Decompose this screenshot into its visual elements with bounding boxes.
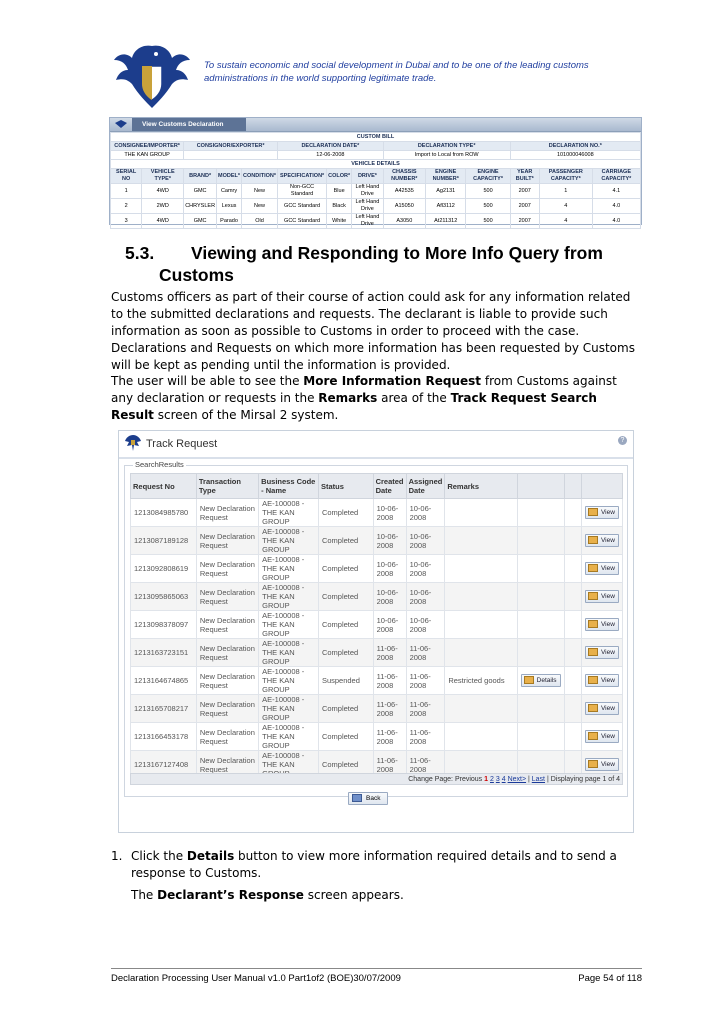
spacer-cell <box>564 611 581 639</box>
pager-next-link[interactable]: Next> <box>507 776 527 783</box>
cell-no: 1213098378097 <box>131 611 197 639</box>
cell-code: AE-100008 - THE KAN <box>259 751 319 779</box>
details-cell <box>517 611 564 639</box>
step-1-result <box>131 887 641 904</box>
view-button[interactable] <box>585 506 619 519</box>
cell-code: AE-100008 - THE KAN GROUP <box>259 499 319 527</box>
bill-header-cell: CONSIGNOR/EXPORTER* <box>184 142 278 151</box>
bill-header-cell: DECLARATION DATE* <box>278 142 384 151</box>
cell-remarks <box>445 583 517 611</box>
view-cell <box>581 695 622 723</box>
vehicle-row <box>111 214 641 229</box>
details-cell <box>517 695 564 723</box>
table-row <box>131 555 623 583</box>
vehicle-header-cell: PASSENGER CAPACITY* <box>539 169 592 184</box>
vehicle-details-title: VEHICLE DETAILS <box>111 160 641 169</box>
vehicle-cell: Left Hand Drive <box>352 199 384 214</box>
bill-value-cell: THE KAN GROUP <box>111 151 184 160</box>
track-request-header <box>119 431 633 459</box>
bill-value-cell: Import to Local from ROW <box>383 151 510 160</box>
spacer-cell <box>564 527 581 555</box>
cell-no: 1213084985780 <box>131 499 197 527</box>
view-customs-declaration-tab[interactable]: View Customs Declaration <box>132 118 246 131</box>
vehicle-cell: A3050 <box>383 214 425 229</box>
table-row <box>131 667 623 695</box>
details-button[interactable] <box>521 674 561 687</box>
p2-bold-remarks: Remarks <box>318 391 378 405</box>
vehicle-cell: 1 <box>539 184 592 199</box>
view-icon <box>588 704 598 712</box>
section-title-line1: Viewing and Responding to More Info Query from <box>191 243 603 263</box>
falcon-emblem-icon <box>112 40 192 112</box>
cell-created: 11-06-2008 <box>373 723 406 751</box>
vehicle-cell: GMC <box>184 184 217 199</box>
view-cell <box>581 499 622 527</box>
vehicle-header-cell: VEHICLE TYPE* <box>142 169 184 184</box>
table-row <box>131 723 623 751</box>
cell-status: Completed <box>318 583 373 611</box>
view-button[interactable] <box>585 534 619 547</box>
p2-bold-track-request: Track Request Search Result <box>111 391 597 422</box>
view-icon <box>588 508 598 516</box>
cell-created: 10-06-2008 <box>373 527 406 555</box>
vehicle-cell: GCC Standard <box>278 214 327 229</box>
vehicle-row <box>111 199 641 214</box>
track-request-panel <box>118 430 634 833</box>
cell-remarks <box>445 723 517 751</box>
view-icon <box>588 592 598 600</box>
page-footer <box>111 973 642 984</box>
cell-no: 1213092808619 <box>131 555 197 583</box>
details-cell <box>517 499 564 527</box>
falcon-small-icon <box>114 119 128 129</box>
cell-created: 11-06-2008 <box>373 751 406 779</box>
cell-code: AE-100008 - THE KAN GROUP <box>259 639 319 667</box>
vehicle-cell: 500 <box>466 214 510 229</box>
spacer-cell <box>564 695 581 723</box>
view-button[interactable] <box>585 646 619 659</box>
vehicle-cell: 4WD <box>142 184 184 199</box>
cell-code: AE-100008 - THE KAN GROUP <box>259 555 319 583</box>
step-bold-declarants-response: Declarant’s Response <box>157 888 304 902</box>
cell-remarks <box>445 499 517 527</box>
cell-type: New Declaration Request <box>196 751 258 779</box>
pager-page-link[interactable]: 4 <box>501 776 506 783</box>
vehicle-cell: Ag2131 <box>425 184 466 199</box>
step-text: Click the <box>131 849 187 863</box>
pager-page-link[interactable]: 2 <box>489 776 494 783</box>
section-number: 5.3. <box>125 243 155 263</box>
vehicle-cell: Left Hand Drive <box>352 184 384 199</box>
cell-status: Completed <box>318 555 373 583</box>
cell-no: 1213095865063 <box>131 583 197 611</box>
bill-value-cell: 12-06-2008 <box>278 151 384 160</box>
cell-status: Completed <box>318 639 373 667</box>
pager-suffix: | Displaying page 1 of 4 <box>546 776 620 783</box>
view-icon <box>588 732 598 740</box>
vehicle-cell: At211312 <box>425 214 466 229</box>
mission-statement: To sustain economic and social development in Dubai and to be one of the leading customs administrations in the world supporting legitimate trade. <box>204 60 589 84</box>
bill-header-cell: DECLARATION TYPE* <box>383 142 510 151</box>
view-icon <box>588 760 598 768</box>
vehicle-header-cell: DRIVE* <box>352 169 384 184</box>
cell-type: New Declaration Request <box>196 695 258 723</box>
view-label: View <box>600 677 615 684</box>
back-arrow-icon <box>352 794 362 802</box>
view-label: View <box>600 705 615 712</box>
vehicle-cell: 2007 <box>510 184 539 199</box>
vehicle-cell: 4 <box>539 199 592 214</box>
footer-doc-title: Declaration Processing User Manual v1.0 Part1of2 (BOE)30/07/2009 <box>111 973 401 984</box>
cell-assigned: 10-06-2008 <box>406 499 445 527</box>
pagination-bar: Change Page: Previous 1 2 3 4 Next> | Last | Displaying page 1 of 4 <box>130 773 623 785</box>
custom-bill-table <box>110 132 641 229</box>
view-button[interactable] <box>585 730 619 743</box>
step-text: screen appears. <box>303 888 404 902</box>
vehicle-cell: Old <box>242 214 278 229</box>
vehicle-cell: A42535 <box>383 184 425 199</box>
step-1-instruction <box>131 848 641 882</box>
cell-code: AE-100008 - THE KAN GROUP <box>259 695 319 723</box>
table-row <box>131 639 623 667</box>
vehicle-cell: 4.1 <box>592 184 640 199</box>
search-results-legend: SearchResults <box>135 460 184 469</box>
step-text: button to view more information required details and to send a response to Customs. <box>131 849 617 880</box>
vehicle-header-cell: ENGINE NUMBER* <box>425 169 466 184</box>
cell-status: Completed <box>318 527 373 555</box>
pager-page-link[interactable]: 1 <box>484 776 489 783</box>
vehicle-cell: New <box>242 184 278 199</box>
cell-assigned: 11-06-2008 <box>406 723 445 751</box>
p2-text: area of the <box>377 391 451 405</box>
footer-page-number: Page 54 of 118 <box>578 973 642 984</box>
view-label: View <box>600 649 615 656</box>
vehicle-cell: 4 <box>539 214 592 229</box>
details-cell <box>517 667 564 695</box>
vehicle-header-cell: CONDITION* <box>242 169 278 184</box>
cell-remarks <box>445 555 517 583</box>
view-icon <box>588 620 598 628</box>
spacer-cell <box>564 723 581 751</box>
back-label: Back <box>366 795 381 802</box>
vehicle-header-cell: SPECIFICATION* <box>278 169 327 184</box>
vehicle-cell: 1 <box>111 184 142 199</box>
bill-value-cell <box>184 151 278 160</box>
vehicle-header-cell: MODEL* <box>217 169 242 184</box>
vehicle-cell: 2007 <box>510 199 539 214</box>
spacer-cell <box>564 583 581 611</box>
column-header: Transaction Type <box>196 474 258 499</box>
vehicle-cell: Parado <box>217 214 242 229</box>
spacer-cell <box>564 667 581 695</box>
vehicle-cell: GCC Standard <box>278 199 327 214</box>
cell-remarks <box>445 611 517 639</box>
column-header: Created Date <box>373 474 406 499</box>
p2-text: screen of the Mirsal 2 system. <box>153 408 339 422</box>
column-header: Business Code - Name <box>259 474 319 499</box>
view-icon <box>588 676 598 684</box>
table-row <box>131 583 623 611</box>
cell-remarks <box>445 527 517 555</box>
details-cell <box>517 639 564 667</box>
bill-title-bar <box>110 118 641 132</box>
view-button[interactable] <box>585 562 619 575</box>
column-header <box>564 474 581 499</box>
cell-type: New Declaration Request <box>196 527 258 555</box>
vehicle-cell: CHRYSLER <box>184 199 217 214</box>
cell-created: 11-06-2008 <box>373 695 406 723</box>
cell-type: New Declaration Request <box>196 639 258 667</box>
view-label: View <box>600 761 615 768</box>
step-number: 1. <box>111 849 123 863</box>
cell-type: New Declaration Request <box>196 723 258 751</box>
column-header: Assigned Date <box>406 474 445 499</box>
view-label: View <box>600 509 615 516</box>
cell-type: New Declaration Request <box>196 555 258 583</box>
cell-remarks: Restricted goods <box>445 667 517 695</box>
vehicle-header-cell: BRAND* <box>184 169 217 184</box>
vehicle-cell: 2 <box>111 199 142 214</box>
vehicle-cell: Camry <box>217 184 242 199</box>
pager-prefix: Change Page: Previous <box>408 776 483 783</box>
cell-type: New Declaration Request <box>196 583 258 611</box>
cell-assigned: 11-06-2008 <box>406 639 445 667</box>
section-heading <box>125 242 645 286</box>
cell-assigned: 11-06-2008 <box>406 695 445 723</box>
p2-text: The user will be able to see the <box>111 374 304 388</box>
bill-header-cell: CONSIGNEE/IMPORTER* <box>111 142 184 151</box>
details-label: Details <box>536 677 557 684</box>
column-header <box>517 474 564 499</box>
cell-status: Suspended <box>318 667 373 695</box>
spacer-cell <box>564 639 581 667</box>
spacer-cell <box>564 555 581 583</box>
vehicle-cell: 4.0 <box>592 199 640 214</box>
vehicle-cell: 4WD <box>142 214 184 229</box>
cell-status: Completed <box>318 723 373 751</box>
view-cell <box>581 555 622 583</box>
section-title-line2: Customs <box>159 265 234 285</box>
cell-type: New Declaration Request <box>196 611 258 639</box>
vehicle-row <box>111 184 641 199</box>
search-results-table <box>130 473 623 779</box>
vehicle-cell: Black <box>327 199 352 214</box>
column-header: Status <box>318 474 373 499</box>
vehicle-cell: New <box>242 199 278 214</box>
details-cell <box>517 527 564 555</box>
vehicle-cell: Afl3112 <box>425 199 466 214</box>
vehicle-header-cell: COLOR* <box>327 169 352 184</box>
details-icon <box>524 676 534 684</box>
view-icon <box>588 648 598 656</box>
column-header: Remarks <box>445 474 517 499</box>
view-cell <box>581 667 622 695</box>
view-button[interactable] <box>585 674 619 687</box>
cell-no: 1213165708217 <box>131 695 197 723</box>
cell-assigned: 10-06-2008 <box>406 527 445 555</box>
vehicle-header-cell: SERIAL NO <box>111 169 142 184</box>
cell-created: 10-06-2008 <box>373 611 406 639</box>
vehicle-header-cell: CHASSIS NUMBER* <box>383 169 425 184</box>
vehicle-cell: 4.0 <box>592 214 640 229</box>
vehicle-cell: GMC <box>184 214 217 229</box>
cell-created: 10-06-2008 <box>373 555 406 583</box>
cell-assigned: 10-06-2008 <box>406 611 445 639</box>
cell-status: Completed <box>318 611 373 639</box>
table-row <box>131 695 623 723</box>
cell-created: 10-06-2008 <box>373 499 406 527</box>
view-label: View <box>600 537 615 544</box>
view-label: View <box>600 593 615 600</box>
vehicle-cell: Left Hand Drive <box>352 214 384 229</box>
cell-created: 10-06-2008 <box>373 583 406 611</box>
vehicle-header-cell: ENGINE CAPACITY* <box>466 169 510 184</box>
column-header: Request No <box>131 474 197 499</box>
details-cell <box>517 723 564 751</box>
p2-bold-more-info: More Information Request <box>303 374 482 388</box>
table-row <box>131 527 623 555</box>
cell-assigned: 11-06-2008 <box>406 667 445 695</box>
view-button[interactable] <box>585 702 619 715</box>
table-row <box>131 499 623 527</box>
cell-assigned: 10-06-2008 <box>406 555 445 583</box>
step-text: The <box>131 888 158 902</box>
cell-type: New Declaration Request <box>196 667 258 695</box>
view-label: View <box>600 621 615 628</box>
view-cell <box>581 611 622 639</box>
cell-status: Completed <box>318 499 373 527</box>
cell-remarks <box>445 695 517 723</box>
back-button[interactable] <box>348 792 388 805</box>
view-button[interactable] <box>585 618 619 631</box>
intro-paragraph: Customs officers as part of their course of action could ask for any information related to the submitted declarations and requests. The declarant is liable to provide such information as soon as possible to Customs in order to proceed with the case. Declarations and Requests on which more information has been requested by Customs will be kept as pending until the information is provided. <box>111 290 635 372</box>
cell-created: 11-06-2008 <box>373 639 406 667</box>
view-cell <box>581 639 622 667</box>
view-cell <box>581 583 622 611</box>
view-button[interactable] <box>585 758 619 771</box>
cell-code: AE-100008 - THE KAN GROUP <box>259 723 319 751</box>
pager-last-link[interactable]: Last <box>531 776 545 783</box>
vehicle-cell: Blue <box>327 184 352 199</box>
view-cell <box>581 723 622 751</box>
cell-no: 1213166453178 <box>131 723 197 751</box>
p2-text: from Customs against any declaration or requests in the <box>111 374 617 405</box>
remarks-paragraph <box>111 373 641 424</box>
view-label: View <box>600 733 615 740</box>
view-cell <box>581 527 622 555</box>
table-row <box>131 611 623 639</box>
pager-page-link[interactable]: 3 <box>495 776 500 783</box>
cell-status: Completed <box>318 695 373 723</box>
vehicle-cell: 2WD <box>142 199 184 214</box>
cell-type: New Declaration Request <box>196 499 258 527</box>
vehicle-cell: 3 <box>111 214 142 229</box>
details-cell <box>517 583 564 611</box>
view-button[interactable] <box>585 590 619 603</box>
custom-bill-section-title: CUSTOM BILL <box>111 133 641 142</box>
view-icon <box>588 564 598 572</box>
cell-status: Completed <box>318 751 373 779</box>
vehicle-cell: Lexus <box>217 199 242 214</box>
vehicle-cell: White <box>327 214 352 229</box>
vehicle-cell: A15050 <box>383 199 425 214</box>
view-icon <box>588 536 598 544</box>
footer-rule <box>111 968 642 969</box>
vehicle-header-cell: CARRIAGE CAPACITY* <box>592 169 640 184</box>
spacer-cell <box>564 499 581 527</box>
cell-no: 1213087189128 <box>131 527 197 555</box>
cell-code: AE-100008 - THE KAN GROUP <box>259 611 319 639</box>
vehicle-cell: 500 <box>466 199 510 214</box>
cell-code: AE-100008 - THE KAN GROUP <box>259 667 319 695</box>
cell-assigned: 11-06-2008 <box>406 751 445 779</box>
cell-created: 11-06-2008 <box>373 667 406 695</box>
cell-remarks <box>445 639 517 667</box>
step-bold-details: Details <box>186 849 235 863</box>
cell-assigned: 10-06-2008 <box>406 583 445 611</box>
column-header <box>581 474 622 499</box>
bill-header-cell: DECLARATION NO.* <box>510 142 640 151</box>
falcon-small-icon <box>123 433 143 453</box>
view-label: View <box>600 565 615 572</box>
bill-value-cell: 101000046008 <box>510 151 640 160</box>
cell-code: AE-100008 - THE KAN GROUP <box>259 527 319 555</box>
vehicle-cell: 2007 <box>510 214 539 229</box>
cell-no: 1213164674865 <box>131 667 197 695</box>
track-request-title: Track Request <box>146 438 218 450</box>
details-cell <box>517 555 564 583</box>
step-1 <box>111 848 641 904</box>
vehicle-header-cell: YEAR BUILT* <box>510 169 539 184</box>
custom-bill-screenshot <box>109 117 642 225</box>
vehicle-cell: 500 <box>466 184 510 199</box>
help-icon[interactable]: ? <box>618 436 627 445</box>
cell-no: 1213163723151 <box>131 639 197 667</box>
cell-code: AE-100008 - THE KAN GROUP <box>259 583 319 611</box>
vehicle-cell: Non-GCC Standard <box>278 184 327 199</box>
cell-no: 1213167127408 <box>131 751 197 779</box>
search-results-fieldset <box>124 460 628 797</box>
